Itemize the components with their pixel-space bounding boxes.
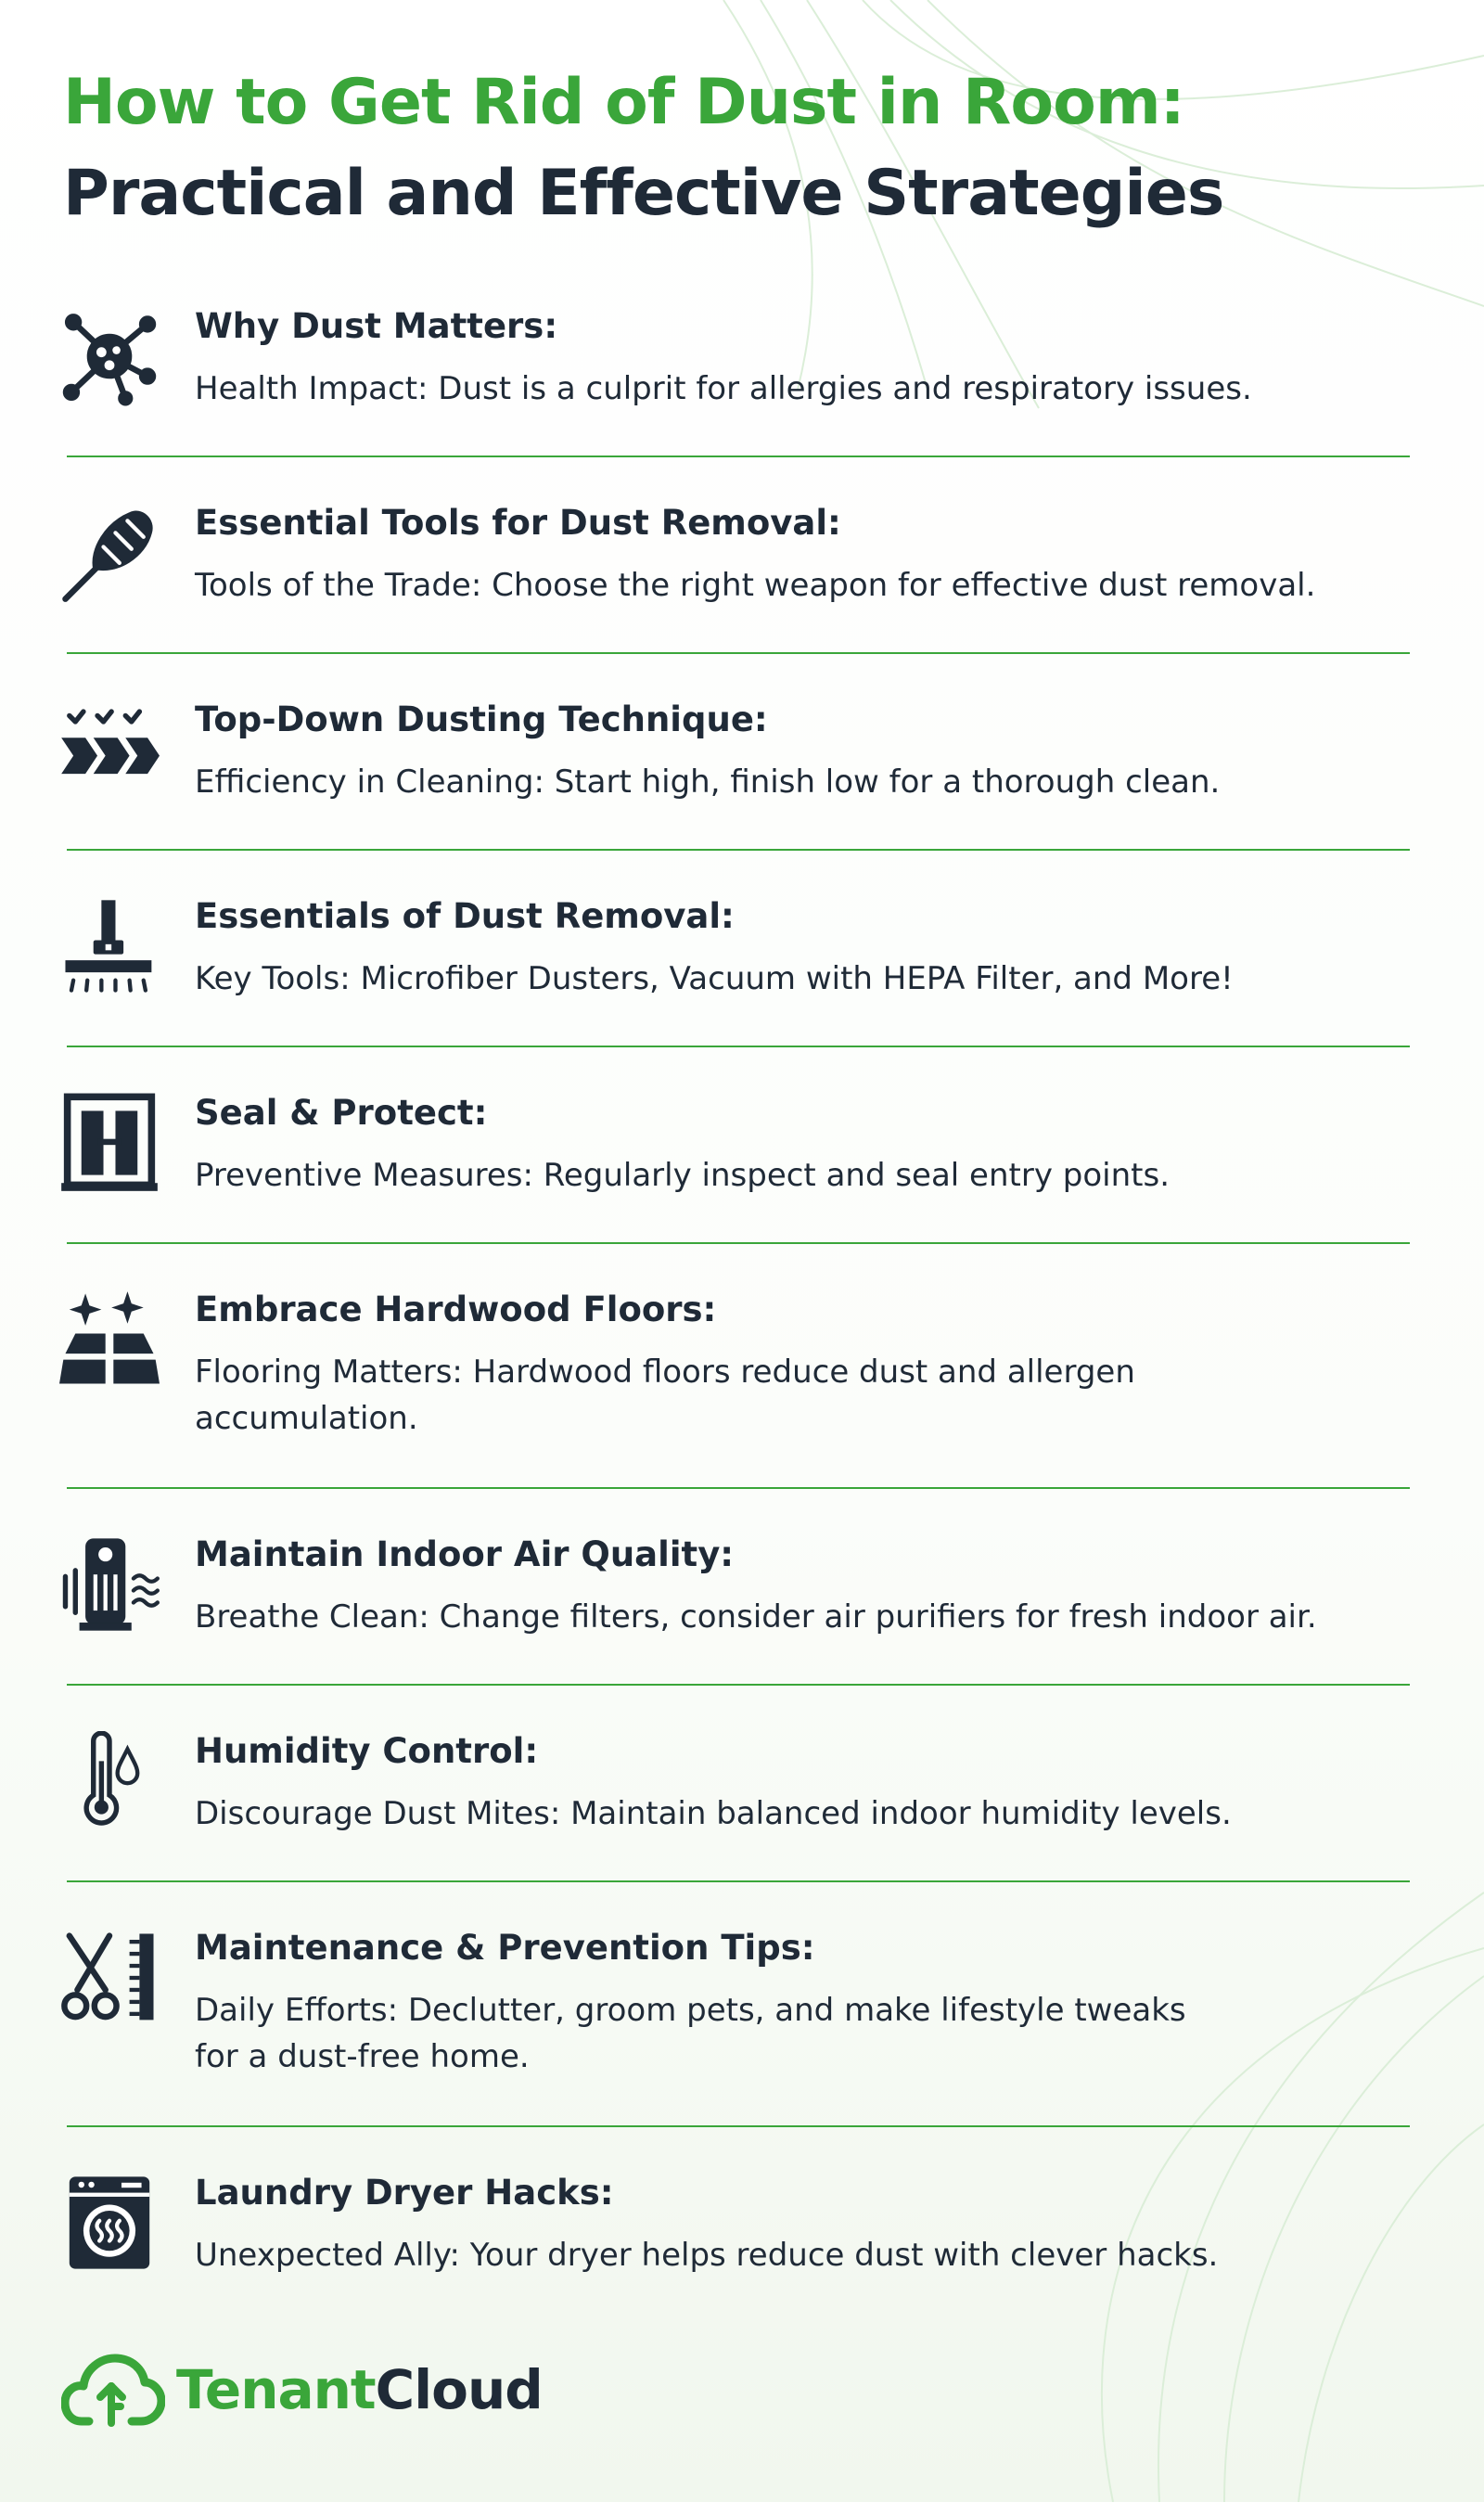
item-description <box>195 1987 1308 2080</box>
title-line-1: How to Get Rid of Dust in Room: <box>63 66 1184 139</box>
title-line-2: Practical and Effective Strategies <box>63 157 1224 230</box>
divider <box>67 2125 1410 2127</box>
item-heading: Humidity Control: <box>195 1731 539 1771</box>
divider <box>67 1242 1410 1244</box>
item-heading: Essential Tools for Dust Removal: <box>195 503 841 543</box>
item-heading: Why Dust Matters: <box>195 306 558 346</box>
item-description <box>195 1349 1308 1442</box>
air-purifier-icon <box>59 1534 160 1635</box>
brand-name-part-2: Cloud <box>375 2358 543 2421</box>
washing-machine-icon <box>59 2173 160 2273</box>
item-description: Breathe Clean: Change filters, consider air purifiers for fresh indoor air. <box>195 1598 1317 1636</box>
item-description: Tools of the Trade: Choose the right weapon for effective dust removal. <box>195 567 1316 604</box>
item-description-line-1: Flooring Matters: Hardwood floors reduce dust and allergen <box>195 1354 1135 1391</box>
brand-name <box>176 2358 543 2421</box>
item-description: Discourage Dust Mites: Maintain balanced indoor humidity levels. <box>195 1795 1232 1832</box>
item-description-line-2: for a dust-free home. <box>195 2038 530 2075</box>
item-description: Health Impact: Dust is a culprit for allergies and respiratory issues. <box>195 370 1252 407</box>
item-heading: Seal & Protect: <box>195 1093 488 1133</box>
divider <box>67 849 1410 851</box>
feather-duster-icon <box>59 503 160 603</box>
divider <box>67 652 1410 654</box>
divider <box>67 1487 1410 1489</box>
sparkling-floor-icon <box>59 1289 160 1390</box>
item-heading: Top-Down Dusting Technique: <box>195 699 768 739</box>
brand-name-part-1: Tenant <box>176 2358 376 2421</box>
cloud-upload-logo-icon <box>61 2351 165 2429</box>
item-heading: Embrace Hardwood Floors: <box>195 1289 717 1329</box>
item-description: Efficiency in Cleaning: Start high, finish low for a thorough clean. <box>195 763 1221 801</box>
item-description: Preventive Measures: Regularly inspect and seal entry points. <box>195 1157 1170 1194</box>
scissors-comb-icon <box>59 1928 160 2028</box>
dust-particle-icon <box>59 306 160 406</box>
checklist-arrows-icon <box>59 698 160 798</box>
item-heading: Maintenance & Prevention Tips: <box>195 1928 815 1968</box>
item-heading: Maintain Indoor Air Quality: <box>195 1534 735 1574</box>
item-description-line-1: Daily Efforts: Declutter, groom pets, and make lifestyle tweaks <box>195 1992 1186 2029</box>
item-heading: Laundry Dryer Hacks: <box>195 2173 614 2213</box>
divider <box>67 1880 1410 1882</box>
page-title <box>63 58 1223 239</box>
divider <box>67 1046 1410 1047</box>
brand-logo <box>61 2347 581 2431</box>
window-icon <box>59 1093 160 1193</box>
divider <box>67 1684 1410 1686</box>
item-description: Key Tools: Microfiber Dusters, Vacuum with HEPA Filter, and More! <box>195 960 1234 997</box>
item-heading: Essentials of Dust Removal: <box>195 896 735 936</box>
divider <box>67 455 1410 457</box>
vacuum-brush-icon <box>59 896 160 996</box>
thermometer-humidity-icon <box>59 1731 160 1831</box>
item-description-line-2: accumulation. <box>195 1400 418 1437</box>
item-description: Unexpected Ally: Your dryer helps reduce dust with clever hacks. <box>195 2237 1219 2274</box>
